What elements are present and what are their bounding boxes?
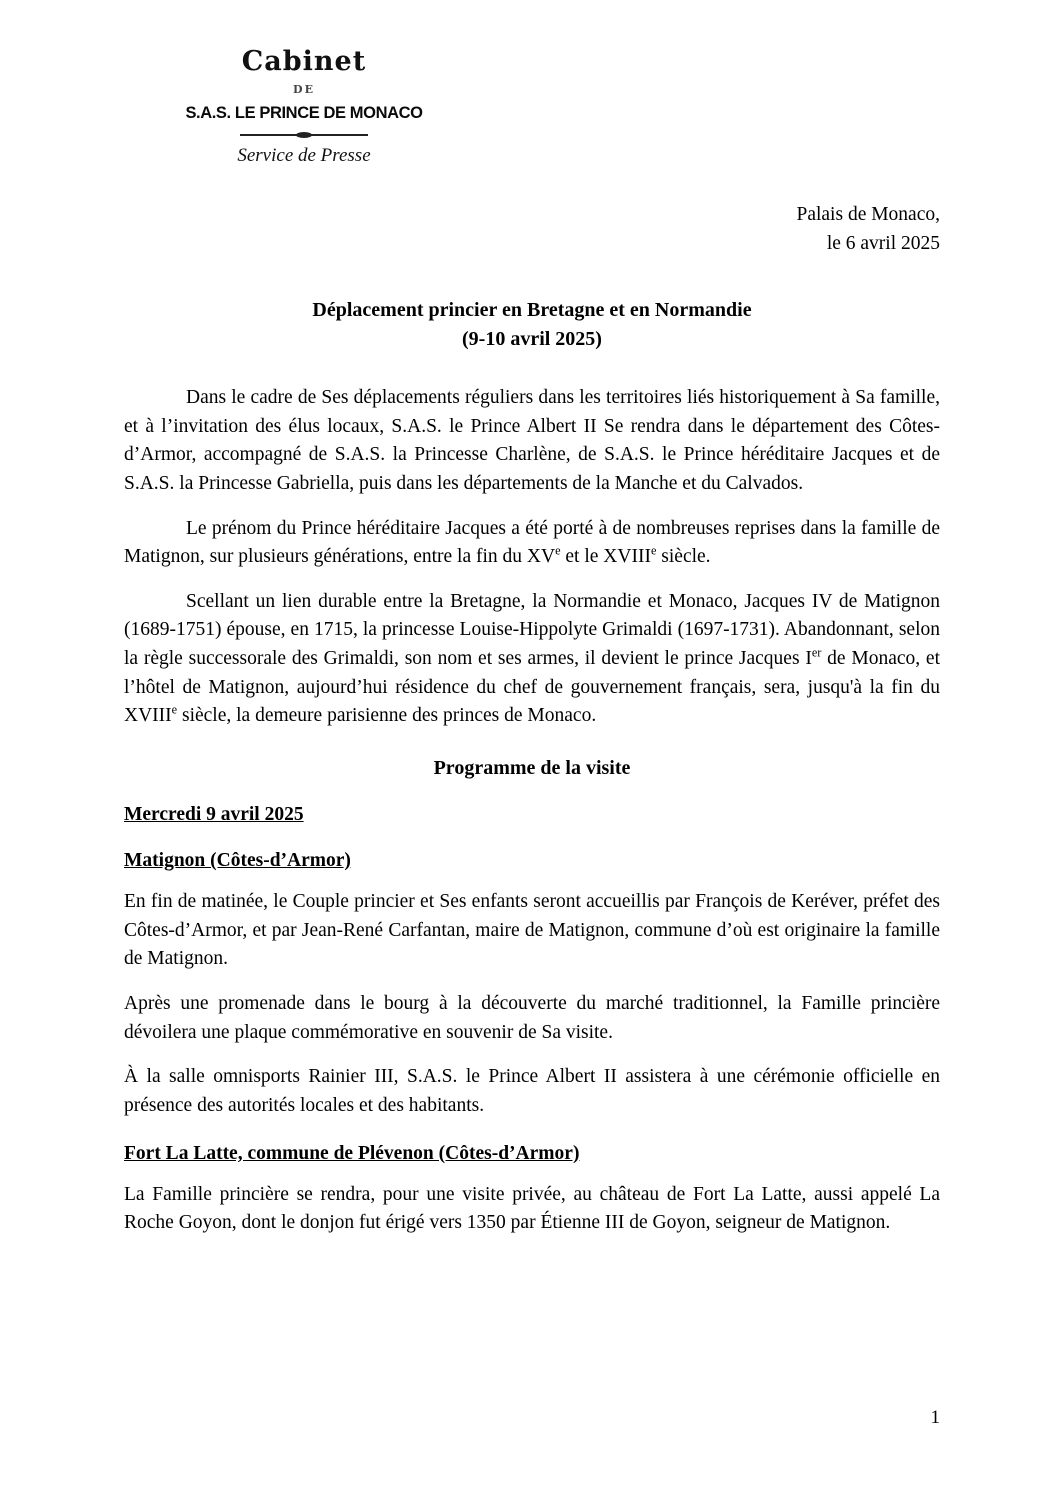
programme-day-1: Mercredi 9 avril 2025 <box>124 804 304 826</box>
paragraph-prenom-b: et le XVIII <box>560 546 651 568</box>
document-title <box>124 296 940 354</box>
programme-heading: Programme de la visite <box>433 757 631 780</box>
paragraph-prenom-c: siècle. <box>656 546 711 568</box>
programme-location-matignon: Matignon (Côtes-d’Armor) <box>124 850 351 872</box>
document-title-line1: Déplacement princier en Bretagne et en Normandie <box>312 298 752 321</box>
letterhead-cabinet: Cabinet <box>241 46 367 77</box>
ordinal-xviii-2: e <box>171 702 178 717</box>
fort-la-latte-paragraph-1: La Famille princière se rendra, pour une visite privée, au château de Fort La Latte, aussi appelé La Roche Goyon, dont le donjon fut érigé vers 1350 par Étienne III de Goyon, seigneur de Matignon. <box>124 1183 940 1234</box>
date-block <box>124 201 940 258</box>
paragraph-prenom <box>124 515 940 572</box>
letterhead-service: Service de Presse <box>237 145 371 167</box>
date-line: le 6 avril 2025 <box>826 232 940 254</box>
paragraph-intro: Dans le cadre de Ses déplacements réguliers dans les territoires liés historiquement à Sa famille, et à l’invitation des élus locaux, S.A.S. le Prince Albert II Se rendra dans le département des Côtes-d’Armor, accompagné de S.A.S. la Princesse Charlène, de S.A.S. le Prince héréditaire Jacques et de S.A.S. la Princesse Gabriella, puis dans les départements de la Manche et du Calvados. <box>124 386 940 494</box>
paragraph-lien-a: Scellant un lien durable entre la Bretagne, la Normandie et Monaco, Jacques IV de Matignon (1689-1751) épouse, en 1715, la princesse Louise-Hippolyte Grimaldi (1697-1731). Abandonnant, selon la règle successorale des Grimaldi, son nom et ses armes, il devient le prince Jacques I <box>124 590 940 670</box>
letterhead-divider <box>240 134 368 136</box>
paragraph-prenom-a: Le prénom du Prince héréditaire Jacques a été porté à de nombreuses reprises dans la famille de Matignon, sur plusieurs générations, entre la fin du XV <box>124 517 940 568</box>
paragraph-lien-c: siècle, la demeure parisienne des princes de Monaco. <box>177 705 597 727</box>
matignon-paragraph-1: En fin de matinée, le Couple princier et Ses enfants seront accueillis par François de Keréver, préfet des Côtes-d’Armor, et par Jean-René Carfantan, maire de Matignon, commune d’où est originaire la famille de Matignon. <box>124 891 940 970</box>
ordinal-xv: e <box>555 543 561 558</box>
paragraph-lien-b: de Monaco, et l’hôtel de Matignon, aujourd’hui résidence du chef de gouvernement français, sera, jusqu'à la fin du XVIII <box>124 648 940 727</box>
paragraph-lien <box>124 588 940 731</box>
document-title-line2: (9-10 avril 2025) <box>462 327 602 350</box>
ordinal-premier: er <box>811 645 822 660</box>
programme-location-fort-la-latte: Fort La Latte, commune de Plévenon (Côtes-d’Armor) <box>124 1142 580 1164</box>
matignon-paragraph-3: À la salle omnisports Rainier III, S.A.S. le Prince Albert II assistera à une cérémonie officielle en présence des autorités locales et des habitants. <box>124 1066 940 1117</box>
place-line: Palais de Monaco, <box>796 204 940 226</box>
page-content <box>124 0 940 1497</box>
matignon-paragraph-2: Après une promenade dans le bourg à la découverte du marché traditionnel, la Famille princière dévoilera une plaque commémorative en souvenir de Sa visite. <box>124 993 940 1043</box>
page-number: 1 <box>930 1407 940 1428</box>
ordinal-xviii: e <box>650 543 657 558</box>
letterhead <box>154 0 454 167</box>
letterhead-sas-line: S.A.S. LE PRINCE DE MONACO <box>185 104 423 123</box>
letterhead-de: DE <box>293 83 315 97</box>
